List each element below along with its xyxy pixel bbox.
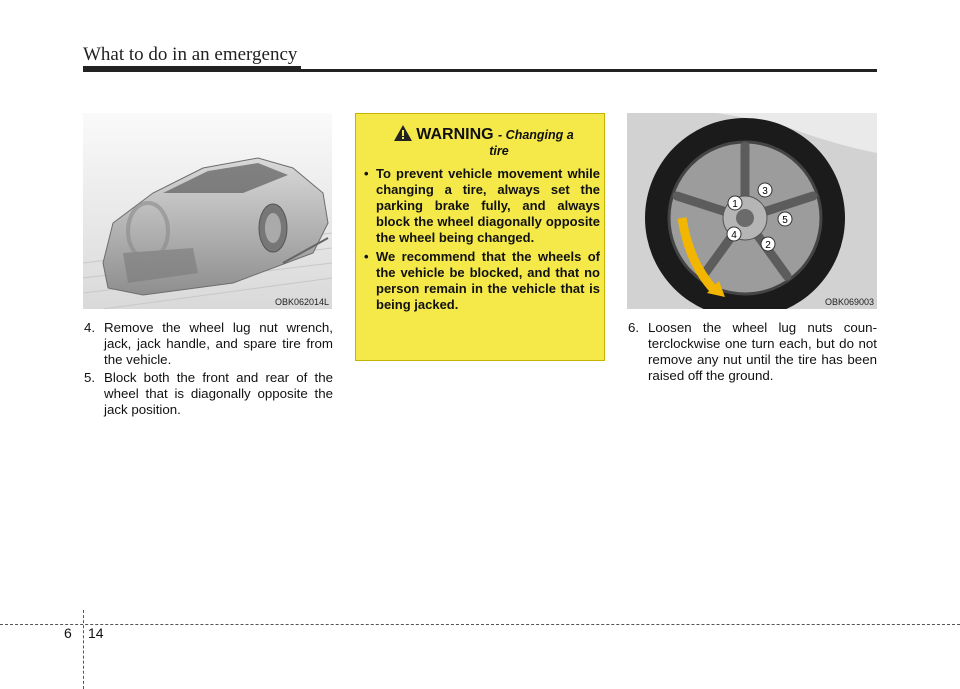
section-number: 6 — [64, 625, 72, 641]
warning-subtitle-cont: tire — [489, 144, 509, 158]
nut-label-4: 4 — [731, 230, 737, 241]
figure-code: OBK069003 — [824, 297, 874, 307]
car-jack-figure — [83, 113, 332, 309]
warning-box — [355, 113, 605, 361]
warning-item — [364, 166, 600, 246]
step-number: 4. — [84, 320, 96, 335]
step-text: Block both the front and rear of the wheel that is diagonally opposite the jack position. — [104, 370, 333, 417]
step-number: 6. — [628, 320, 640, 335]
figure-code: OBK062014L — [274, 297, 329, 307]
warning-title: WARNING — [416, 126, 494, 143]
warning-subtitle: - Changing a — [498, 128, 574, 142]
warning-list — [364, 166, 600, 316]
nut-label-2: 2 — [765, 240, 771, 251]
step-number: 5. — [84, 370, 96, 385]
bullet: • — [364, 249, 369, 264]
page-header-title: What to do in an emergency — [83, 44, 298, 65]
nut-label-5: 5 — [782, 215, 788, 226]
nut-label-1: 1 — [732, 199, 738, 210]
wheel-lug-nuts-illustration — [627, 113, 877, 309]
warning-item-text: To prevent vehicle movement while changing a tire, always set the parking brake fully, and always block the wheel diagonally opposite the wheel being changed. — [376, 166, 600, 245]
car-jack-illustration — [83, 113, 332, 309]
step-text: Remove the wheel lug nut wrench, jack, jack handle, and spare tire from the vehicle. — [104, 320, 333, 367]
step-text: Loosen the wheel lug nuts coun-terclockwise one turn each, but do not remove any nut until the tire has been raised off the ground. — [648, 320, 877, 383]
footer-rule — [0, 624, 960, 625]
step-4 — [84, 320, 333, 368]
warning-item-text: We recommend that the wheels of the vehicle be blocked, and that no person remain in the vehicle that is being jacked. — [376, 249, 600, 312]
step-6 — [628, 320, 877, 384]
warning-item — [364, 249, 600, 313]
step-5 — [84, 370, 333, 418]
wheel-lug-nut-figure — [627, 113, 877, 309]
header-rule — [83, 69, 877, 72]
bullet: • — [364, 166, 369, 181]
nut-label-3: 3 — [762, 186, 768, 197]
page-number: 14 — [88, 625, 104, 641]
footer-divider — [83, 610, 84, 689]
